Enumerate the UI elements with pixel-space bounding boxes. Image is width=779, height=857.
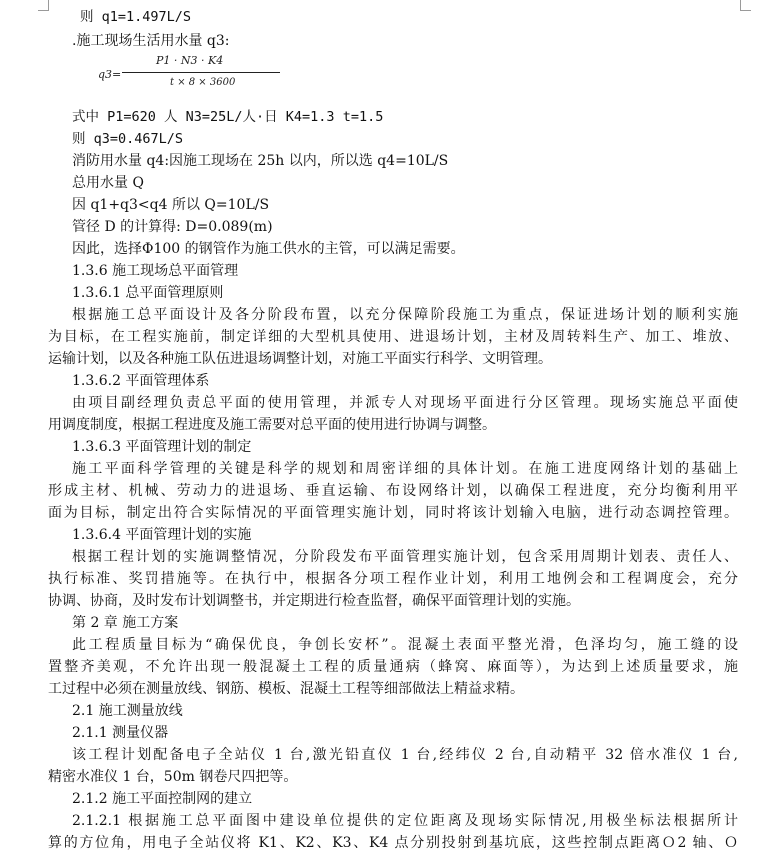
chapter-heading: 第 2 章 施工方案	[72, 615, 179, 631]
text-line: 总用水量 Q	[72, 175, 144, 191]
paragraph-line: 形成主材、机械、劳动力的进退场、垂直运输、布设网络计划，以确保工程进度，充分均衡利用平	[48, 483, 738, 499]
page-corner-mark-left	[38, 0, 49, 11]
text-line: .施工现场生活用水量 q3:	[72, 33, 230, 49]
paragraph-line: 精密水准仪 1 台，50m 钢卷尺四把等。	[48, 769, 298, 785]
text-line: 则 q3=0.467L/S	[72, 131, 184, 147]
paragraph-line: 执行标准、奖罚措施等。在执行中，根据各分项工程作业计划，利用工地例会和工程调度会，充分	[48, 571, 738, 587]
paragraph-line: 面为目标，制定出符合实际情况的平面管理实施计划，同时将该计划输入电脑，进行动态调控管理。	[48, 505, 738, 521]
section-heading: 1.3.6 施工现场总平面管理	[72, 263, 239, 279]
paragraph-line: 运输计划，以及各种施工队伍进退场调整计划，对施工平面实行科学、文明管理。	[48, 351, 552, 367]
text-line: 因 q1+q3<q4 所以 Q=10L/S	[72, 197, 270, 213]
paragraph-line: 根据施工总平面设计及各分阶段布置，以充分保障阶段施工为重点，保证进场计划的顺利实施	[72, 307, 738, 323]
paragraph-line: 为目标，在工程实施前，制定详细的大型机具使用、进退场计划，主材及周转料生产、加工、堆放、	[48, 329, 738, 345]
paragraph-line: 该工程计划配备电子全站仪 1 台,激光铅直仪 1 台,经纬仪 2 台,自动精平 32 倍水准仪 1 台,	[72, 747, 738, 763]
paragraph-line: 工过程中必须在测量放线、钢筋、模板、混凝土工程等细部做法上精益求精。	[48, 681, 524, 697]
paragraph-line: 2.1.2.1 根据施工总平面图中建设单位提供的定位距离及现场实际情况,用极坐标法根据所计	[72, 813, 738, 829]
section-heading: 1.3.6.4 平面管理计划的实施	[72, 527, 252, 543]
formula-lhs: q3=	[98, 68, 122, 81]
text-line: 式中 P1=620 人 N3=25L/人·日 K4=1.3 t=1.5	[72, 109, 384, 125]
section-heading: 1.3.6.1 总平面管理原则	[72, 285, 224, 301]
section-heading: 1.3.6.3 平面管理计划的制定	[72, 439, 252, 455]
paragraph-line: 置整齐美观，不允许出现一般混凝土工程的质量通病（蜂窝、麻面等），为达到上述质量要求，施	[48, 659, 738, 675]
paragraph-line: 施工平面科学管理的关键是科学的规划和周密详细的具体计划。在施工进度网络计划的基础上	[72, 461, 738, 477]
paragraph-line: 根据工程计划的实施调整情况，分阶段发布平面管理实施计划，包含采用周期计划表、责任人、	[72, 549, 738, 565]
fraction-bar	[122, 72, 280, 73]
section-heading: 2.1.1 测量仪器	[72, 725, 169, 741]
paragraph-line: 算的方位角，用电子全站仪将 K1、K2、K3、K4 点分别投射到基坑底，这些控制点距离Ｏ2 轴、Ｏ	[48, 835, 738, 851]
paragraph-line: 由项目副经理负责总平面的使用管理，并派专人对现场平面进行分区管理。现场实施总平面使	[72, 395, 738, 411]
section-heading: 1.3.6.2 平面管理体系	[72, 373, 210, 389]
formula-q3	[98, 50, 358, 100]
text-line: 因此，选择Φ100 的钢管作为施工供水的主管，可以满足需要。	[72, 241, 465, 257]
text-line: 则 q1=1.497L/S	[80, 9, 192, 25]
text-line: 管径 D 的计算得: D=0.089(m)	[72, 219, 273, 235]
page-corner-mark-right	[740, 0, 751, 11]
paragraph-line: 此工程质量目标为“确保优良，争创长安杯”。混凝土表面平整光滑，色泽均匀，施工缝的设	[72, 637, 738, 653]
paragraph-line: 用调度制度，根据工程进度及施工需要对总平面的使用进行协调与调整。	[48, 417, 496, 433]
formula-denominator: t × 8 × 3600	[170, 77, 236, 88]
section-heading: 2.1.2 施工平面控制网的建立	[72, 791, 253, 807]
text-line: 消防用水量 q4:因施工现场在 25h 以内，所以选 q4=10L/S	[72, 153, 449, 169]
formula-numerator: P1 · N3 · K4	[156, 54, 224, 67]
section-heading: 2.1 施工测量放线	[72, 703, 183, 719]
paragraph-line: 协调、协商，及时发布计划调整书，并定期进行检查监督，确保平面管理计划的实施。	[48, 593, 580, 609]
